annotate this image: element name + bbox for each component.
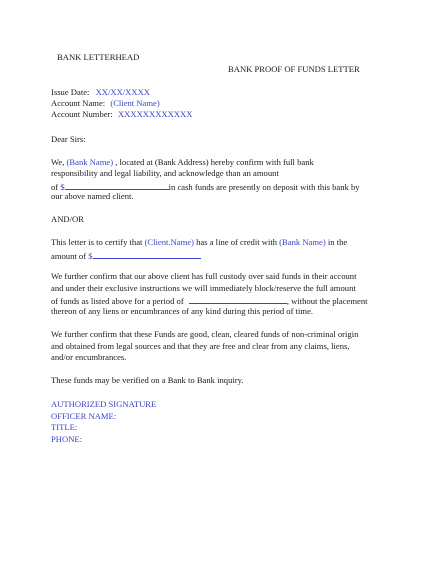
phone-label: PHONE: (51, 434, 83, 444)
period-blank (189, 294, 287, 304)
client-name-placeholder: (Client.Name) (144, 237, 194, 247)
title-label: TITLE: (51, 422, 78, 432)
dollar-sign: $ (88, 251, 93, 261)
p1-line-1 (51, 157, 314, 168)
issue-date-label: Issue Date: (51, 87, 90, 97)
p3-text: , without the placement (286, 296, 368, 306)
p1-text: , located at (Bank Address) hereby confirm with full bank (113, 157, 314, 167)
bank-name-placeholder: (Bank Name) (279, 237, 326, 247)
p3-line-4: thereon of any liens or encumbrances of any kind during this period of time. (51, 306, 314, 316)
authorized-signature-label: AUTHORIZED SIGNATURE (51, 399, 157, 409)
account-name-label: Account Name: (51, 98, 106, 108)
p1-line-2: responsibility and legal liability, and acknowledge than an amount (51, 168, 279, 178)
p2-line-1 (51, 237, 347, 248)
bank-name-placeholder: (Bank Name) (66, 157, 114, 167)
issue-date-value: XX/XX/XXXX (95, 87, 151, 97)
document-title: BANK PROOF OF FUNDS LETTER (228, 64, 360, 74)
amount-blank (93, 249, 201, 259)
p2-text: This letter is to certify that (51, 237, 145, 247)
p3-line-2: and under their exclusive instructions we will immediately block/reserve the full amount (51, 283, 356, 293)
issue-date-row (51, 87, 150, 98)
account-number-label: Account Number: (51, 109, 113, 119)
p3-text: of funds as listed above for a period of (51, 296, 186, 306)
p4-line-2: and obtained from legal sources and that they are free and clear from any claims, liens, (51, 341, 350, 351)
p3-line-1: We further confirm that our above client has full custody over said funds in their account (51, 271, 357, 281)
p1-text: of (51, 182, 61, 192)
officer-name-label: OFFICER NAME: (51, 411, 117, 421)
account-name-value: (Client Name) (110, 98, 160, 108)
p2-line-2 (51, 249, 201, 262)
salutation: Dear Sirs: (51, 134, 86, 144)
and-or-separator: AND/OR (51, 214, 84, 224)
p2-text: has a line of credit with (193, 237, 280, 247)
p2-text: amount of (51, 251, 89, 261)
amount-blank (65, 180, 169, 190)
account-number-row (51, 109, 192, 120)
account-number-value: XXXXXXXXXXXX (117, 109, 193, 119)
dollar-sign: $ (60, 182, 65, 192)
p1-text: We, (51, 157, 67, 167)
verification-note: These funds may be verified on a Bank to Bank inquiry. (51, 375, 244, 385)
p1-text: in cash funds are presently on deposit with this bank by (168, 182, 360, 192)
p2-text: in the (325, 237, 348, 247)
p4-line-1: We further confirm that these Funds are good, clean, cleared funds of non-criminal origin (51, 329, 359, 339)
p1-line-4: our above named client. (51, 191, 134, 201)
p4-line-3: and/or encumbrances. (51, 352, 127, 362)
account-name-row (51, 98, 160, 109)
letterhead: BANK LETTERHEAD (57, 52, 140, 62)
